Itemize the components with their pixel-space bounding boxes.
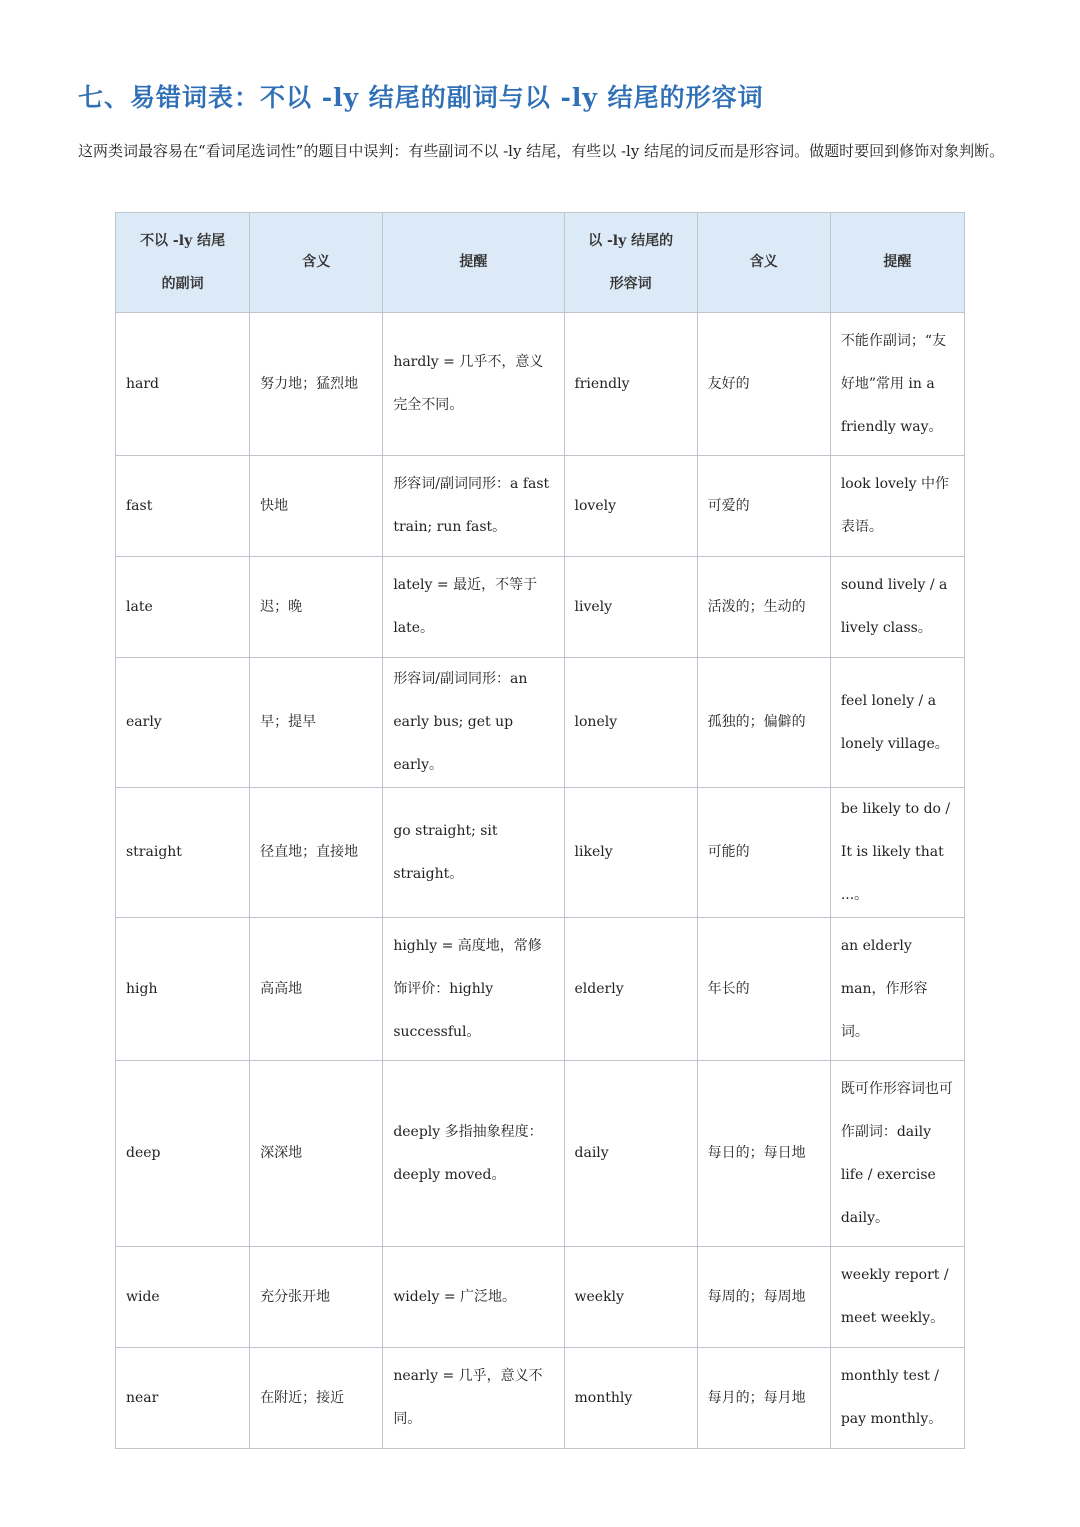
- cell-adverb-tip: nearly = 几乎，意义不同。: [383, 1348, 564, 1449]
- cell-adjective-meaning: 每周的；每周地: [697, 1247, 830, 1348]
- cell-adjective-meaning: 每日的；每日地: [697, 1061, 830, 1247]
- cell-adverb-meaning: 迟；晚: [250, 557, 383, 658]
- word-table: [115, 212, 965, 1449]
- cell-adjective-meaning: 可爱的: [697, 456, 830, 557]
- cell-adverb-tip: 形容词/副词同形：a fast train; run fast。: [383, 456, 564, 557]
- cell-adjective-meaning: 活泼的；生动的: [697, 557, 830, 658]
- table-header-row: [116, 213, 965, 313]
- header-adjective-line2: 形容词: [609, 275, 652, 292]
- section-title: 七、易错词表：不以 -ly 结尾的副词与以 -ly 结尾的形容词: [78, 83, 764, 112]
- cell-adverb-meaning: 高高地: [250, 918, 383, 1061]
- cell-adjective-meaning: 年长的: [697, 918, 830, 1061]
- cell-adjective: friendly: [564, 313, 697, 456]
- cell-adjective-tip: an elderly man，作形容词。: [830, 918, 964, 1061]
- header-meaning-2: 含义: [697, 213, 830, 313]
- cell-adjective-meaning: 友好的: [697, 313, 830, 456]
- cell-adjective-tip: sound lively / a lively class。: [830, 557, 964, 658]
- cell-adjective-tip: 既可作形容词也可作副词：daily life / exercise daily。: [830, 1061, 964, 1247]
- cell-adjective: likely: [564, 788, 697, 918]
- cell-adjective-tip: 不能作副词；“友好地”常用 in a friendly way。: [830, 313, 964, 456]
- table-row: [116, 313, 965, 456]
- cell-adjective: weekly: [564, 1247, 697, 1348]
- table-row: [116, 1061, 965, 1247]
- cell-adverb-meaning: 在附近；接近: [250, 1348, 383, 1449]
- cell-adverb-meaning: 快地: [250, 456, 383, 557]
- cell-adverb: late: [116, 557, 250, 658]
- cell-adverb-tip: hardly = 几乎不，意义完全不同。: [383, 313, 564, 456]
- intro-paragraph: 这两类词最容易在“看词尾选词性”的题目中误判：有些副词不以 -ly 结尾，有些以 -ly 结尾的词反而是形容词。做题时要回到修饰对象判断。: [78, 142, 1005, 160]
- cell-adverb-tip: go straight; sit straight。: [383, 788, 564, 918]
- cell-adverb-meaning: 充分张开地: [250, 1247, 383, 1348]
- cell-adverb: fast: [116, 456, 250, 557]
- cell-adverb-tip: lately = 最近，不等于 late。: [383, 557, 564, 658]
- cell-adjective: monthly: [564, 1348, 697, 1449]
- cell-adjective: elderly: [564, 918, 697, 1061]
- cell-adverb-tip: 形容词/副词同形：an early bus; get up early。: [383, 658, 564, 788]
- cell-adjective-meaning: 可能的: [697, 788, 830, 918]
- cell-adverb-meaning: 努力地；猛烈地: [250, 313, 383, 456]
- cell-adverb-meaning: 深深地: [250, 1061, 383, 1247]
- cell-adverb-meaning: 早；提早: [250, 658, 383, 788]
- table-row: [116, 658, 965, 788]
- cell-adjective-tip: be likely to do / It is likely that ...。: [830, 788, 964, 918]
- header-adverb: [116, 213, 250, 313]
- table-row: [116, 788, 965, 918]
- header-adjective: [564, 213, 697, 313]
- cell-adverb: deep: [116, 1061, 250, 1247]
- cell-adverb-tip: highly = 高度地，常修饰评价：highly successful。: [383, 918, 564, 1061]
- table-row: [116, 456, 965, 557]
- cell-adverb: straight: [116, 788, 250, 918]
- cell-adjective-tip: monthly test / pay monthly。: [830, 1348, 964, 1449]
- table-row: [116, 918, 965, 1061]
- header-tip-1: 提醒: [383, 213, 564, 313]
- cell-adjective: lovely: [564, 456, 697, 557]
- table-row: [116, 1247, 965, 1348]
- cell-adverb: near: [116, 1348, 250, 1449]
- header-tip-2: 提醒: [830, 213, 964, 313]
- cell-adjective: lively: [564, 557, 697, 658]
- cell-adjective-tip: look lovely 中作表语。: [830, 456, 964, 557]
- cell-adjective-meaning: 每月的；每月地: [697, 1348, 830, 1449]
- cell-adverb-tip: widely = 广泛地。: [383, 1247, 564, 1348]
- cell-adjective: lonely: [564, 658, 697, 788]
- cell-adverb: high: [116, 918, 250, 1061]
- cell-adverb: hard: [116, 313, 250, 456]
- cell-adverb-meaning: 径直地；直接地: [250, 788, 383, 918]
- cell-adverb-tip: deeply 多指抽象程度：deeply moved。: [383, 1061, 564, 1247]
- cell-adverb: early: [116, 658, 250, 788]
- header-adjective-line1: 以 -ly 结尾的: [588, 232, 674, 249]
- header-meaning-1: 含义: [250, 213, 383, 313]
- cell-adjective-tip: feel lonely / a lonely village。: [830, 658, 964, 788]
- table-row: [116, 557, 965, 658]
- table-row: [116, 1348, 965, 1449]
- cell-adjective: daily: [564, 1061, 697, 1247]
- cell-adverb: wide: [116, 1247, 250, 1348]
- cell-adjective-tip: weekly report / meet weekly。: [830, 1247, 964, 1348]
- header-adverb-line1: 不以 -ly 结尾: [140, 232, 226, 249]
- header-adverb-line2: 的副词: [161, 275, 204, 292]
- cell-adjective-meaning: 孤独的；偏僻的: [697, 658, 830, 788]
